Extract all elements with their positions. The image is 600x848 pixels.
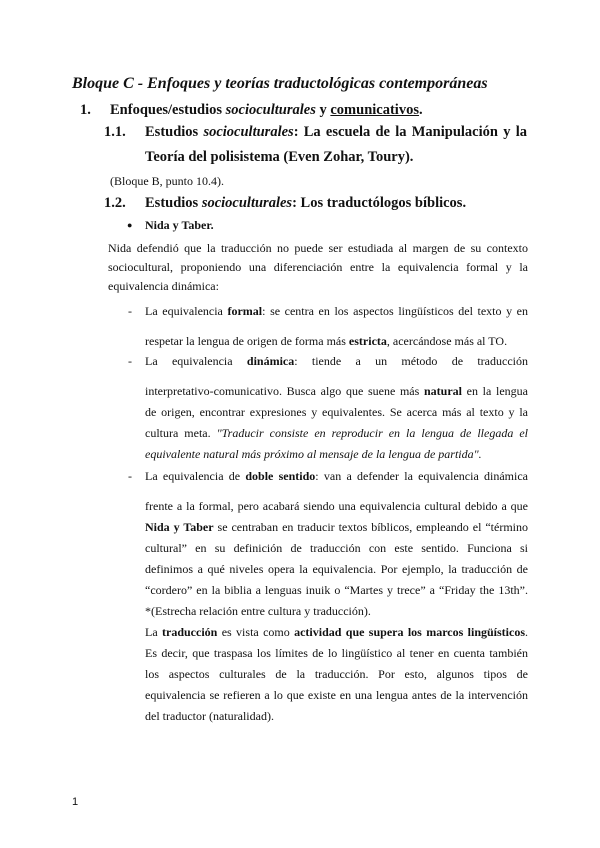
item-formal: [145, 302, 528, 351]
item-doble-p2-line-1-b: traducción: [162, 625, 218, 639]
item-formal-line-1-c: : se centra en los aspectos lingüísticos del texto y en: [262, 304, 529, 318]
item-doble-p2-line-1-d: actividad que supera los marcos lingüísticos: [294, 625, 525, 639]
section-1-number: 1.: [80, 102, 91, 118]
section-1-heading: [80, 102, 423, 119]
subsection-1-2-text-c: : Los traductólogos bíblicos.: [292, 195, 467, 211]
item-formal-line-1-a: La equivalencia: [145, 304, 228, 318]
item-dinamica-line-4-b: "Traducir consiste en reproducir en la lengua de llegada el: [216, 426, 528, 440]
subsection-1-1-number: 1.1.: [104, 124, 126, 140]
item-formal-line-2-a: respetar la lengua de origen de forma más: [145, 334, 349, 348]
page-number: 1: [72, 796, 79, 808]
subsection-1-1-line1-b: socioculturales: [203, 124, 294, 140]
item-doble-line-1-b: doble sentido: [245, 469, 316, 483]
subsection-1-2-text-a: Estudios: [145, 195, 202, 211]
item-doble-line-3-a: Nida y Taber: [145, 520, 214, 534]
intro-line-1: Nida defendió que la traducción no puede ser estudiada al margen de su contexto: [108, 241, 528, 255]
item-doble-p2-line-1-c: es vista como: [217, 625, 295, 639]
subsection-1-2-heading: [145, 195, 466, 212]
item-doble-p2-line-1: [145, 623, 528, 642]
item-doble-line-5: definimos a qué niveles opera la equivalencia. Por ejemplo, la traducción de: [145, 562, 528, 576]
item-doble-line-6: “cordero” en la biblia a lenguas inuik o “Martes y trece” a “Friday the 13th”.: [145, 583, 528, 597]
item-dinamica-line-1-b: dinámica: [246, 354, 295, 368]
item-formal-line-1: [145, 302, 528, 321]
dash-icon: -: [128, 354, 132, 368]
item-dinamica-line-1-c: : tiende a un método de traducción: [294, 354, 528, 368]
intro-line-3: equivalencia dinámica:: [108, 279, 219, 293]
item-dinamica: [145, 352, 528, 464]
item-doble-p2-line-2: Es decir, que traspasa los límites de lo lingüístico al tener en cuenta también: [145, 646, 528, 660]
bullet-icon: ●: [127, 220, 133, 230]
item-dinamica-line-3: de origen, encontrar expresiones y equivalentes. Se acerca más al texto y la: [145, 405, 528, 419]
item-dinamica-line-4-a: cultura meta.: [145, 426, 217, 440]
item-formal-line-1-b: formal: [227, 304, 263, 318]
item-doble-p2-line-1-a: La: [145, 625, 163, 639]
section-1-text-c: y: [315, 102, 331, 118]
page-title: [72, 75, 488, 93]
item-dinamica-line-5: equivalente natural más próximo al mensaje de la lengua de partida".: [145, 447, 482, 461]
item-doble-line-2: frente a la formal, pero acabará siendo una equivalencia cultural debido a que: [145, 499, 528, 513]
subsection-1-1-line1-a: Estudios: [145, 124, 204, 140]
subsection-1-1-line1-c: : La escuela de la Manipulación y la: [293, 124, 527, 140]
item-doble-p2-line-3: los aspectos culturales de la traducción. Por esto, algunos tipos de: [145, 667, 528, 681]
item-doble-line-1-c: : van a defender la equivalencia dinámica: [315, 469, 528, 483]
item-dinamica-line-2: [145, 382, 528, 401]
title-prefix: Bloque C -: [72, 75, 148, 92]
item-doble-p2-line-4: equivalencia se refieren a lo que existe en una lengua antes de la intervención: [145, 688, 528, 702]
intro-line-2: sociocultural, proponiendo una diferenciación entre la equivalencia formal y la: [108, 260, 528, 274]
item-doble-p2-line-5: del traductor (naturalidad).: [145, 709, 274, 723]
subsection-1-1-note: (Bloque B, punto 10.4).: [110, 174, 224, 188]
item-doble-line-4: cultural” en su definición de traducción con este sentido. Funciona si: [145, 541, 528, 555]
item-doble: [145, 467, 528, 726]
section-1-text-d: comunicativos: [330, 102, 419, 118]
item-dinamica-line-1: [145, 352, 528, 371]
subsection-1-2-text-b: socioculturales: [201, 195, 293, 211]
dash-icon: -: [128, 304, 132, 318]
item-doble-p2-line-1-e: .: [525, 625, 528, 639]
item-formal-line-2-b: estricta: [348, 334, 387, 348]
section-1-text-e: .: [418, 102, 423, 118]
bullet-label: Nida y Taber.: [145, 218, 214, 232]
item-dinamica-line-1-a: La equivalencia: [145, 354, 247, 368]
subsection-1-1-line2: Teoría del polisistema (Even Zohar, Toury).: [145, 149, 414, 165]
item-doble-line-3-b: se centraban en traducir textos bíblicos, empleando el “término: [213, 520, 529, 534]
item-formal-line-2-c: , acercándose más al TO.: [386, 334, 508, 348]
subsection-1-2-number: 1.2.: [104, 195, 126, 211]
item-dinamica-line-4: [145, 424, 528, 443]
item-doble-line-1-a: La equivalencia de: [145, 469, 246, 483]
item-dinamica-line-2-b: natural: [423, 384, 462, 398]
title-rest: Enfoques y teorías traductológicas contemporáneas: [147, 75, 488, 92]
item-doble-line-3: [145, 518, 528, 537]
item-doble-line-1: [145, 467, 528, 486]
intro-paragraph: [108, 239, 528, 296]
item-dinamica-line-2-c: en la lengua: [461, 384, 528, 398]
section-1-text-a: Enfoques/estudios: [110, 102, 226, 118]
item-doble-line-7: *(Estrecha relación entre cultura y traducción).: [145, 604, 371, 618]
subsection-1-1-line1: [145, 124, 527, 141]
section-1-text-b: socioculturales: [225, 102, 316, 118]
dash-icon: -: [128, 469, 132, 483]
item-dinamica-line-2-a: interpretativo-comunicativo. Busca algo que suene más: [145, 384, 424, 398]
item-formal-line-2: [145, 332, 528, 351]
